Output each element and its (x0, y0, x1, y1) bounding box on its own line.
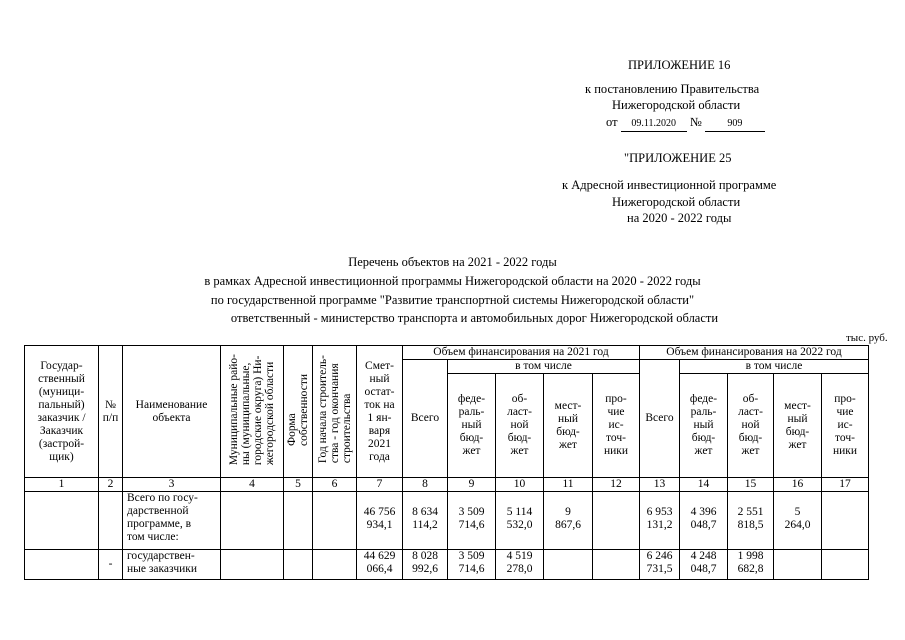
cell-customer (25, 550, 99, 580)
hdr-text: раль- (690, 406, 717, 418)
hdr-text: бюд- (785, 425, 810, 438)
hdr-text: Муниципальные райо- (228, 353, 240, 466)
cell-text: ные заказчики (127, 563, 198, 575)
hdr-text: Заказчик (39, 424, 84, 437)
hdr-text: ис- (837, 419, 853, 431)
hdr-text: бюд- (507, 432, 532, 444)
header-fin-2022: Объем финансирования на 2022 год (640, 346, 869, 360)
hdr-text: ис- (608, 419, 624, 431)
hdr-text: п/п (102, 411, 119, 424)
table-row (25, 550, 869, 580)
header-fin-2021: Объем финансирования на 2021 год (403, 346, 640, 360)
hdr-text: ства - год окончания (328, 363, 341, 464)
hdr-text: 2021 (368, 437, 391, 450)
hdr-text: ный (787, 412, 808, 425)
col-number: 16 (774, 478, 822, 492)
col-number: 6 (313, 478, 357, 492)
cell-text: 934,1 (366, 519, 393, 531)
cell-federal-2021 (448, 550, 496, 580)
col-number: 8 (403, 478, 448, 492)
cell-text: программе, в (127, 518, 192, 530)
hdr-text: объекта (152, 411, 191, 424)
header-other-2021 (593, 374, 640, 478)
cell-total-2021 (403, 550, 448, 580)
heading-line1: Перечень объектов на 2021 - 2022 годы (348, 255, 557, 269)
cell-municipal (221, 550, 284, 580)
cell-text: 3 509 (458, 506, 485, 518)
appendix2-line3: на 2020 - 2022 годы (627, 211, 732, 225)
hdr-text: жет (788, 438, 807, 451)
header-name (123, 346, 221, 478)
cell-text: 066,4 (366, 563, 393, 575)
header-regional-2021 (496, 374, 544, 478)
cell-federal-2022 (680, 550, 728, 580)
header-estimate (357, 346, 403, 478)
cell-total-2022 (640, 550, 680, 580)
column-numbers-row (25, 478, 869, 492)
hdr-text: об- (742, 393, 759, 405)
cell-text: 5 (794, 506, 801, 518)
decree-date: 09.11.2020 (621, 117, 687, 132)
cell-text: 1 998 (737, 550, 764, 562)
hdr-text: жет (559, 438, 577, 451)
hdr-text: бюд- (459, 432, 484, 444)
cell-text: 048,7 (690, 563, 717, 575)
hdr-text: точ- (606, 432, 626, 444)
hdr-text: про- (834, 393, 856, 405)
table-row (25, 492, 869, 550)
cell-estimate (357, 550, 403, 580)
cell-years (313, 492, 357, 550)
hdr-text: ласт- (507, 406, 532, 418)
hdr-text: варя (368, 424, 391, 437)
hdr-text: ственный (38, 372, 85, 385)
col-number: 13 (640, 478, 680, 492)
cell-local-2022 (774, 492, 822, 550)
hdr-text: ласт- (738, 406, 763, 418)
cell-text: 992,6 (412, 563, 438, 575)
cell-text: 532,0 (506, 519, 533, 531)
cell-text: 048,7 (690, 519, 717, 531)
hdr-text: жет (510, 445, 529, 457)
hdr-text: раль- (458, 406, 485, 418)
col-number: 2 (99, 478, 123, 492)
header-regional-2022 (728, 374, 774, 478)
cell-text: 867,6 (555, 519, 581, 531)
header-federal-2021 (448, 374, 496, 478)
heading-line4: ответственный - министерство транспорта и автомобильных дорог Нижегородской области (230, 311, 719, 325)
hdr-text: (застрой- (38, 437, 85, 450)
hdr-text: жет (462, 445, 481, 457)
col-number: 11 (544, 478, 593, 492)
cell-text: 46 756 (363, 506, 396, 518)
cell-text: 8 634 (412, 506, 438, 518)
cell-local-2021 (544, 550, 593, 580)
hdr-text: ны (муниципальные, (240, 362, 252, 466)
cell-ownership (284, 492, 313, 550)
col-number: 7 (357, 478, 403, 492)
col-number: 12 (593, 478, 640, 492)
hdr-text: феде- (689, 393, 718, 405)
cell-total-2022 (640, 492, 680, 550)
header-customer (25, 346, 99, 478)
col-number: 9 (448, 478, 496, 492)
cell-text: 4 248 (690, 550, 717, 562)
cell-other-2021 (593, 492, 640, 550)
cell-other-2022 (822, 550, 869, 580)
hdr-text: 1 ян- (367, 411, 392, 424)
hdr-text: ники (832, 445, 858, 457)
hdr-text: года (369, 450, 390, 463)
cell-customer (25, 492, 99, 550)
cell-num: - (99, 550, 123, 580)
cell-name (123, 492, 221, 550)
header-incl-2022: в том числе (680, 360, 869, 374)
header-local-2021 (544, 374, 593, 478)
hdr-text: Смет- (365, 359, 394, 372)
hdr-text: Год начала строитель- (316, 355, 329, 464)
cell-text: 6 953 (646, 506, 673, 518)
hdr-text: бюд- (556, 425, 580, 438)
hdr-text: точ- (835, 432, 855, 444)
hdr-text: (муници- (38, 385, 85, 398)
cell-text: 714,6 (458, 519, 485, 531)
cell-text: 2 551 (737, 506, 764, 518)
cell-text: 131,2 (646, 519, 673, 531)
units-label: тыс. руб. (846, 332, 888, 344)
cell-text: 3 509 (458, 550, 485, 562)
appendix2-title: "ПРИЛОЖЕНИЕ 25 (624, 151, 732, 165)
cell-num (99, 492, 123, 550)
cell-local-2022 (774, 550, 822, 580)
cell-text: дарственной (127, 505, 189, 517)
hdr-text: пальный) (38, 398, 85, 411)
heading-line2: в рамках Адресной инвестиционной программы Нижегородской области на 2020 - 2022 годы (204, 274, 701, 288)
cell-total-2021 (403, 492, 448, 550)
cell-other-2022 (822, 492, 869, 550)
header-federal-2022 (680, 374, 728, 478)
header-municipal (221, 346, 284, 478)
number-label: № (689, 115, 702, 129)
hdr-text: мест- (784, 399, 811, 412)
cell-text: 264,0 (784, 519, 811, 531)
hdr-text: бюд- (738, 432, 763, 444)
cell-text: 5 114 (506, 506, 533, 518)
hdr-text: мест- (554, 399, 582, 412)
hdr-text: ники (603, 445, 629, 457)
col-number: 1 (25, 478, 99, 492)
col-number: 3 (123, 478, 221, 492)
objects-table (24, 345, 869, 580)
hdr-text: ной (510, 419, 529, 431)
cell-text: 6 246 (646, 550, 673, 562)
cell-text: 9 (565, 506, 571, 518)
hdr-text: Государ- (40, 359, 83, 372)
header-other-2022 (822, 374, 869, 478)
from-label: от (606, 115, 618, 129)
cell-text: 682,8 (737, 563, 764, 575)
hdr-text: строительства (340, 394, 353, 464)
appendix-date-line (606, 115, 765, 132)
appendix2-line2: Нижегородской области (612, 195, 741, 209)
header-incl-2021: в том числе (448, 360, 640, 374)
cell-regional-2021 (496, 550, 544, 580)
cell-text: Всего по госу- (127, 492, 198, 504)
hdr-text: ный (693, 419, 714, 431)
appendix-line2: Нижегородской области (612, 98, 741, 112)
heading-line3: по государственной программе "Развитие транспортной системы Нижегородской области" (210, 293, 695, 307)
cell-text: 114,2 (412, 519, 438, 531)
cell-regional-2022 (728, 550, 774, 580)
cell-text: 4 519 (506, 550, 533, 562)
hdr-text: феде- (457, 393, 486, 405)
header-total-2022: Всего (640, 360, 680, 478)
hdr-text: ный (557, 412, 579, 425)
hdr-text: ной (741, 419, 760, 431)
cell-text: 4 396 (690, 506, 717, 518)
cell-federal-2021 (448, 492, 496, 550)
cell-regional-2021 (496, 492, 544, 550)
hdr-text: об- (511, 393, 528, 405)
hdr-text: жет (694, 445, 713, 457)
hdr-text: ток на (364, 398, 395, 411)
hdr-text: бюд- (691, 432, 716, 444)
cell-text: государствен- (127, 550, 195, 562)
cell-text: 44 629 (363, 550, 396, 562)
hdr-text: ный (461, 419, 482, 431)
hdr-text: остат- (364, 385, 395, 398)
cell-text: 731,5 (646, 563, 673, 575)
appendix-line1: к постановлению Правительства (585, 82, 760, 96)
col-number: 5 (284, 478, 313, 492)
cell-name (123, 550, 221, 580)
appendix-title: ПРИЛОЖЕНИЕ 16 (628, 58, 731, 72)
hdr-text: щик) (49, 450, 74, 463)
col-number: 14 (680, 478, 728, 492)
cell-text: 8 028 (412, 550, 438, 562)
cell-regional-2022 (728, 492, 774, 550)
cell-years (313, 550, 357, 580)
header-ownership-text (286, 374, 310, 446)
header-local-2022 (774, 374, 822, 478)
col-number: 17 (822, 478, 869, 492)
cell-text: 818,5 (737, 519, 764, 531)
cell-ownership (284, 550, 313, 580)
hdr-text: заказчик / (37, 411, 86, 424)
header-years (313, 346, 357, 478)
hdr-text: про- (605, 393, 627, 405)
col-number: 4 (221, 478, 284, 492)
header-num (99, 346, 123, 478)
hdr-text: жет (741, 445, 760, 457)
cell-text: том числе: (127, 531, 179, 543)
col-number: 10 (496, 478, 544, 492)
header-municipal-text (228, 354, 276, 465)
cell-text: 714,6 (458, 563, 485, 575)
hdr-text: собственности (298, 373, 310, 446)
cell-federal-2022 (680, 492, 728, 550)
col-number: 15 (728, 478, 774, 492)
hdr-text: чие (607, 406, 625, 418)
hdr-text: жегородской области (264, 361, 276, 466)
hdr-text: Форма (286, 412, 298, 446)
cell-local-2021 (544, 492, 593, 550)
cell-other-2021 (593, 550, 640, 580)
cell-municipal (221, 492, 284, 550)
hdr-text: чие (836, 406, 854, 418)
header-ownership (284, 346, 313, 478)
hdr-text: городские округа) Ни- (252, 355, 264, 466)
appendix2-line1: к Адресной инвестиционной программе (562, 178, 777, 192)
hdr-text: ный (369, 372, 390, 385)
header-total-2021: Всего (403, 360, 448, 478)
hdr-text: Наименование (135, 398, 208, 411)
hdr-text: № (105, 398, 116, 411)
cell-text: 278,0 (506, 563, 533, 575)
header-years-text (317, 355, 353, 463)
decree-number: 909 (705, 117, 765, 132)
cell-estimate (357, 492, 403, 550)
